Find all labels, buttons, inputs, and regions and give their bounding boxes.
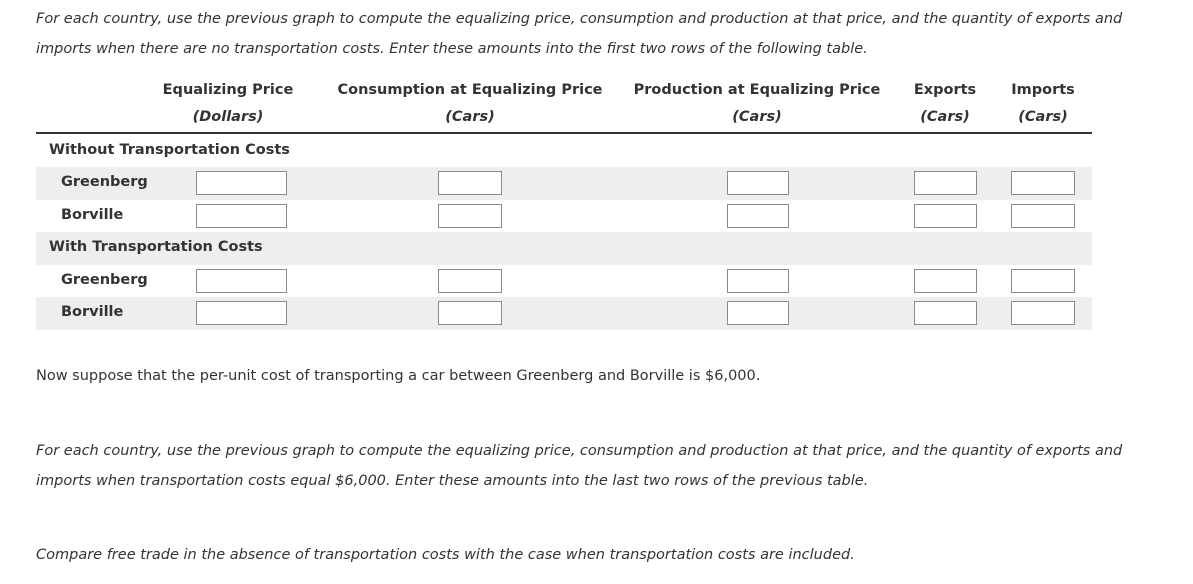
column-title: Consumption at Equalizing Price [337, 82, 603, 98]
column-title: Equalizing Price [162, 82, 294, 98]
equalizing-price-input[interactable] [196, 301, 287, 325]
imports-input[interactable] [1011, 171, 1075, 195]
compare-instructions: Compare free trade in the absence of transportation costs with the case when transportation costs are included. [36, 547, 855, 563]
table-header-rule [36, 132, 1092, 134]
column-title: Production at Equalizing Price [633, 82, 881, 98]
row-label-greenberg: Greenberg [61, 272, 148, 288]
row-label-borville: Borville [61, 207, 124, 223]
production-input[interactable] [727, 301, 789, 325]
column-unit: (Cars) [920, 109, 970, 125]
column-title: Exports [913, 82, 977, 98]
row-label-greenberg: Greenberg [61, 174, 148, 190]
production-input[interactable] [727, 269, 789, 293]
column-unit: (Cars) [732, 109, 782, 125]
imports-input[interactable] [1011, 204, 1075, 228]
equalizing-price-input[interactable] [196, 204, 287, 228]
table-row-greenberg-without [36, 167, 1092, 200]
consumption-input[interactable] [438, 204, 502, 228]
column-unit: (Dollars) [192, 109, 264, 125]
table-row-greenberg-with [36, 265, 1092, 298]
exports-input[interactable] [914, 269, 977, 293]
table-row-borville-with [36, 297, 1092, 330]
transport-instructions: For each country, use the previous graph to compute the equalizing price, consumption and production at that price, and the quantity of exports and imports when transportation costs equal $6,000. Enter these amounts into the last two rows of the previous table. [36, 443, 1123, 489]
column-unit: (Cars) [445, 109, 495, 125]
section-row-with-transport [36, 232, 1092, 265]
exports-input[interactable] [914, 301, 977, 325]
imports-input[interactable] [1011, 269, 1075, 293]
row-label-borville: Borville [61, 304, 124, 320]
section-label: Without Transportation Costs [49, 142, 290, 158]
consumption-input[interactable] [438, 301, 502, 325]
production-input[interactable] [727, 204, 789, 228]
imports-input[interactable] [1011, 301, 1075, 325]
column-title: Imports [1011, 82, 1075, 98]
table-row-borville-without [36, 200, 1092, 233]
equalizing-price-input[interactable] [196, 171, 287, 195]
intro-instructions: For each country, use the previous graph to compute the equalizing price, consumption and production at that price, and the quantity of exports and imports when there are no transportation costs. Enter these amounts into the first two rows of the following table. [36, 11, 1123, 57]
equalizing-price-input[interactable] [196, 269, 287, 293]
production-input[interactable] [727, 171, 789, 195]
exports-input[interactable] [914, 171, 977, 195]
section-label: With Transportation Costs [49, 239, 263, 255]
transport-cost-statement: Now suppose that the per-unit cost of transporting a car between Greenberg and Borville is $6,000. [36, 368, 761, 384]
exports-input[interactable] [914, 204, 977, 228]
consumption-input[interactable] [438, 171, 502, 195]
section-row-without-transport [36, 135, 1092, 168]
column-unit: (Cars) [1018, 109, 1068, 125]
consumption-input[interactable] [438, 269, 502, 293]
